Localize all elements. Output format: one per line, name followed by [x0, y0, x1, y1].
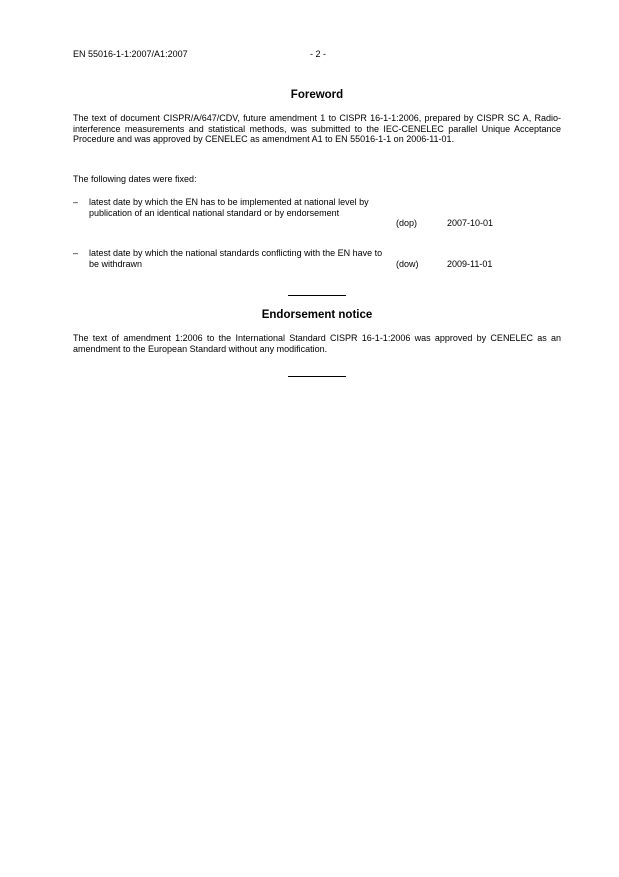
- date-item-date: 2009-11-01: [447, 258, 493, 269]
- foreword-paragraph-1: The text of document CISPR/A/647/CDV, future amendment 1 to CISPR 16-1-1:2006, prepared by CISPR SC A, Radio-interference measurements and statistical methods, was submitted to the IEC-CENELEC parallel Unique Acceptance Procedure and was approved by CENELEC as amendment A1 to EN 55016-1-1 on 2006-11-01.: [73, 113, 561, 144]
- date-item-date: 2007-10-01: [447, 218, 494, 228]
- date-item-text: latest date by which the EN has to be implemented at national level by publication of an identical national standard or by endorsement: [89, 197, 369, 218]
- section-divider: [288, 295, 346, 296]
- page-header: [73, 49, 473, 61]
- foreword-title: Foreword: [290, 89, 344, 101]
- date-item-abbreviation: (dop): [396, 218, 418, 228]
- list-dash: –: [73, 248, 79, 258]
- section-divider: [288, 376, 346, 377]
- date-item-text: latest date by which the national standards conflicting with the EN have to be withdrawn: [89, 248, 383, 269]
- document-id: EN 55016-1-1:2007/A1:2007: [73, 49, 188, 59]
- endorsement-title: Endorsement notice: [261, 309, 373, 321]
- endorsement-paragraph: The text of amendment 1:2006 to the International Standard CISPR 16-1-1:2006 was approved by CENELEC as an amendment to the European Standard without any modification.: [73, 333, 561, 354]
- list-dash: –: [73, 197, 79, 207]
- date-item-abbreviation: (dow): [396, 258, 419, 269]
- page-number: - 2 -: [310, 49, 327, 59]
- foreword-paragraph-2: The following dates were fixed:: [73, 174, 197, 184]
